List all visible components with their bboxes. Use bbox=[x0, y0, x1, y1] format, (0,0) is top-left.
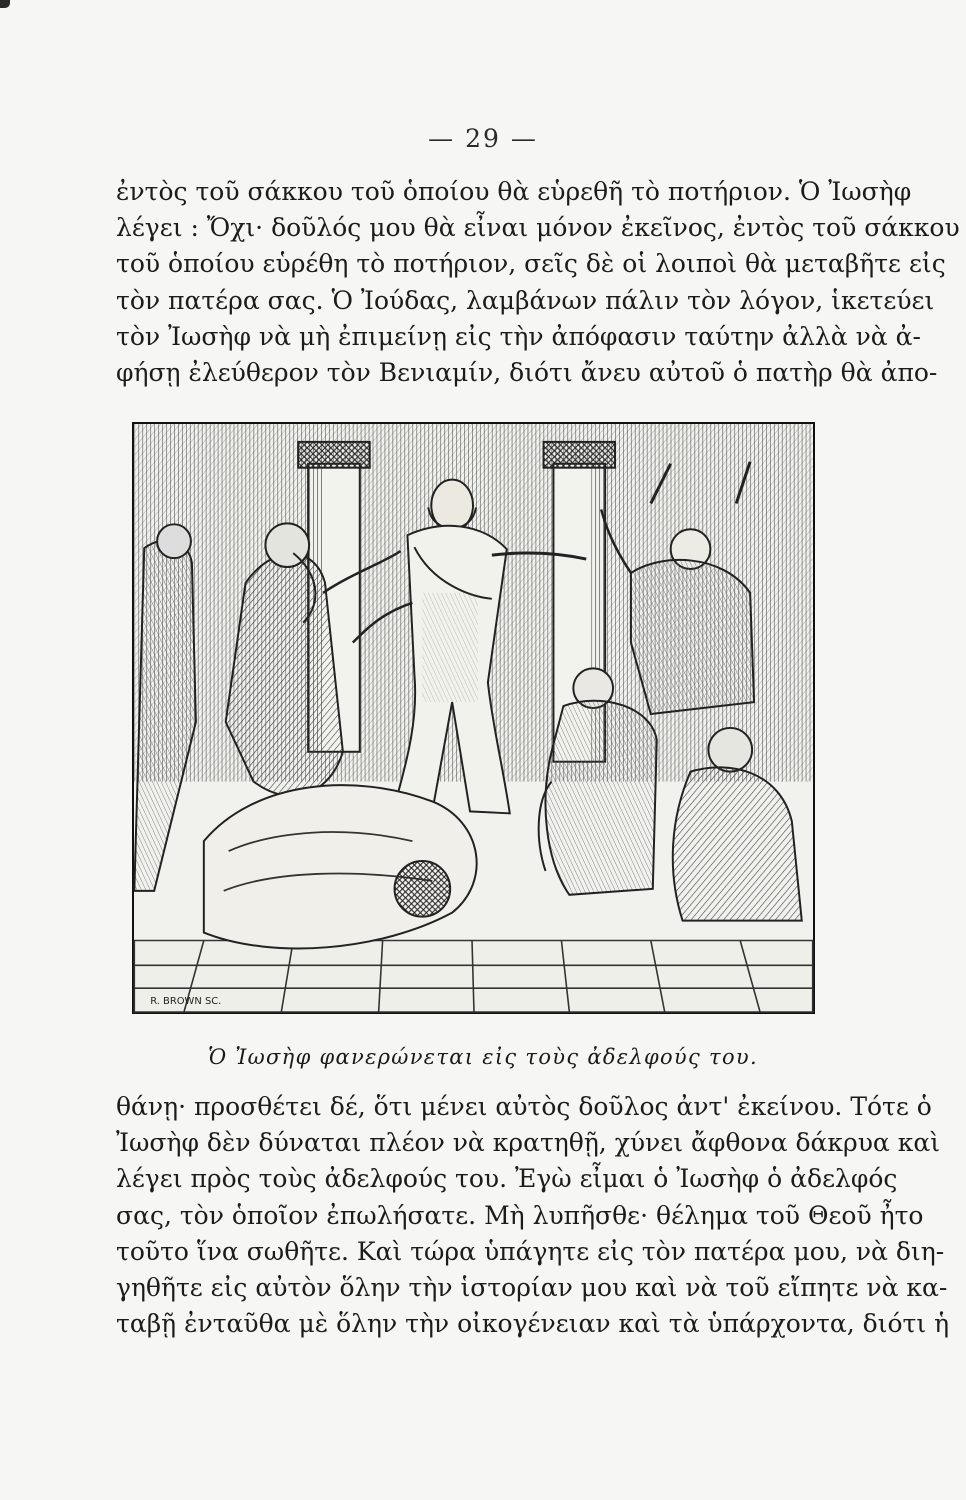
text-line: ἐντὸς τοῦ σάκκου τοῦ ὁποίου θὰ εὑρεθῆ τὸ ποτήριον. Ὁ Ἰωσὴφ bbox=[116, 177, 912, 206]
floor-tiles bbox=[134, 940, 812, 1012]
text-line: ταβῇ ἐνταῦθα μὲ ὅλην τὴν οἰκογένειαν καὶ τὰ ὑπάρχοντα, διότι ἡ bbox=[116, 1309, 950, 1339]
page-number: — 29 — bbox=[428, 124, 538, 153]
text-line: γηθῆτε εἰς αὐτὸν ὅλην τὴν ἱστορίαν μου καὶ νὰ τοῦ εἴπητε νὰ κα- bbox=[116, 1272, 948, 1302]
text-line: τοῦτο ἵνα σωθῆτε. Καὶ τώρα ὑπάγητε εἰς τὸν πατέρα μου, νὰ διη- bbox=[116, 1236, 945, 1266]
scan-edge-mark bbox=[0, 0, 10, 8]
engraving-illustration bbox=[132, 422, 815, 1014]
text-line: τοῦ ὁποίου εὑρέθη τὸ ποτήριον, σεῖς δὲ οἱ λοιποὶ θὰ μεταβῆτε εἰς bbox=[116, 249, 946, 279]
text-line: σας, τὸν ὁποῖον ἐπωλήσατε. Μὴ λυπῆσθε· θέλημα τοῦ Θεοῦ ἦτο bbox=[116, 1200, 924, 1230]
text-line: θάνῃ· προσθέτει δέ, ὅτι μένει αὐτὸς δοῦλος ἀντ' ἐκείνου. Τότε ὁ bbox=[116, 1092, 932, 1121]
top-paragraph bbox=[116, 174, 960, 391]
text-line: τὸν πατέρα σας. Ὁ Ἰούδας, λαμβάνων πάλιν τὸν λόγον, ἱκετεύει bbox=[116, 285, 935, 315]
bottom-paragraph bbox=[116, 1089, 950, 1342]
engraver-signature: R. BROWN SC. bbox=[150, 996, 222, 1008]
text-line: λέγει : Ὄχι· δοῦλός μου θὰ εἶναι μόνον ἐκεῖνος, ἐντὸς τοῦ σάκκου bbox=[116, 213, 960, 243]
engraving-drawing bbox=[134, 424, 813, 1012]
text-line: τὸν Ἰωσὴφ νὰ μὴ ἐπιμείνῃ εἰς τὴν ἀπόφασιν ταύτην ἀλλὰ νὰ ἀ- bbox=[116, 321, 921, 351]
illustration-caption: Ὁ Ἰωσὴφ φανερώνεται εἰς τοὺς ἀδελφούς του. bbox=[208, 1045, 758, 1069]
text-line: Ἰωσὴφ δὲν δύναται πλέον νὰ κρατηθῇ, χύνει ἄφθονα δάκρυα καὶ bbox=[116, 1128, 941, 1158]
text-line: λέγει πρὸς τοὺς ἀδελφούς του. Ἐγὼ εἶμαι ὁ Ἰωσὴφ ὁ ἀδελφός bbox=[116, 1164, 898, 1194]
text-line: φήσῃ ἐλεύθερον τὸν Βενιαμίν, διότι ἄνευ αὐτοῦ ὁ πατὴρ θὰ ἀπο- bbox=[116, 357, 938, 387]
